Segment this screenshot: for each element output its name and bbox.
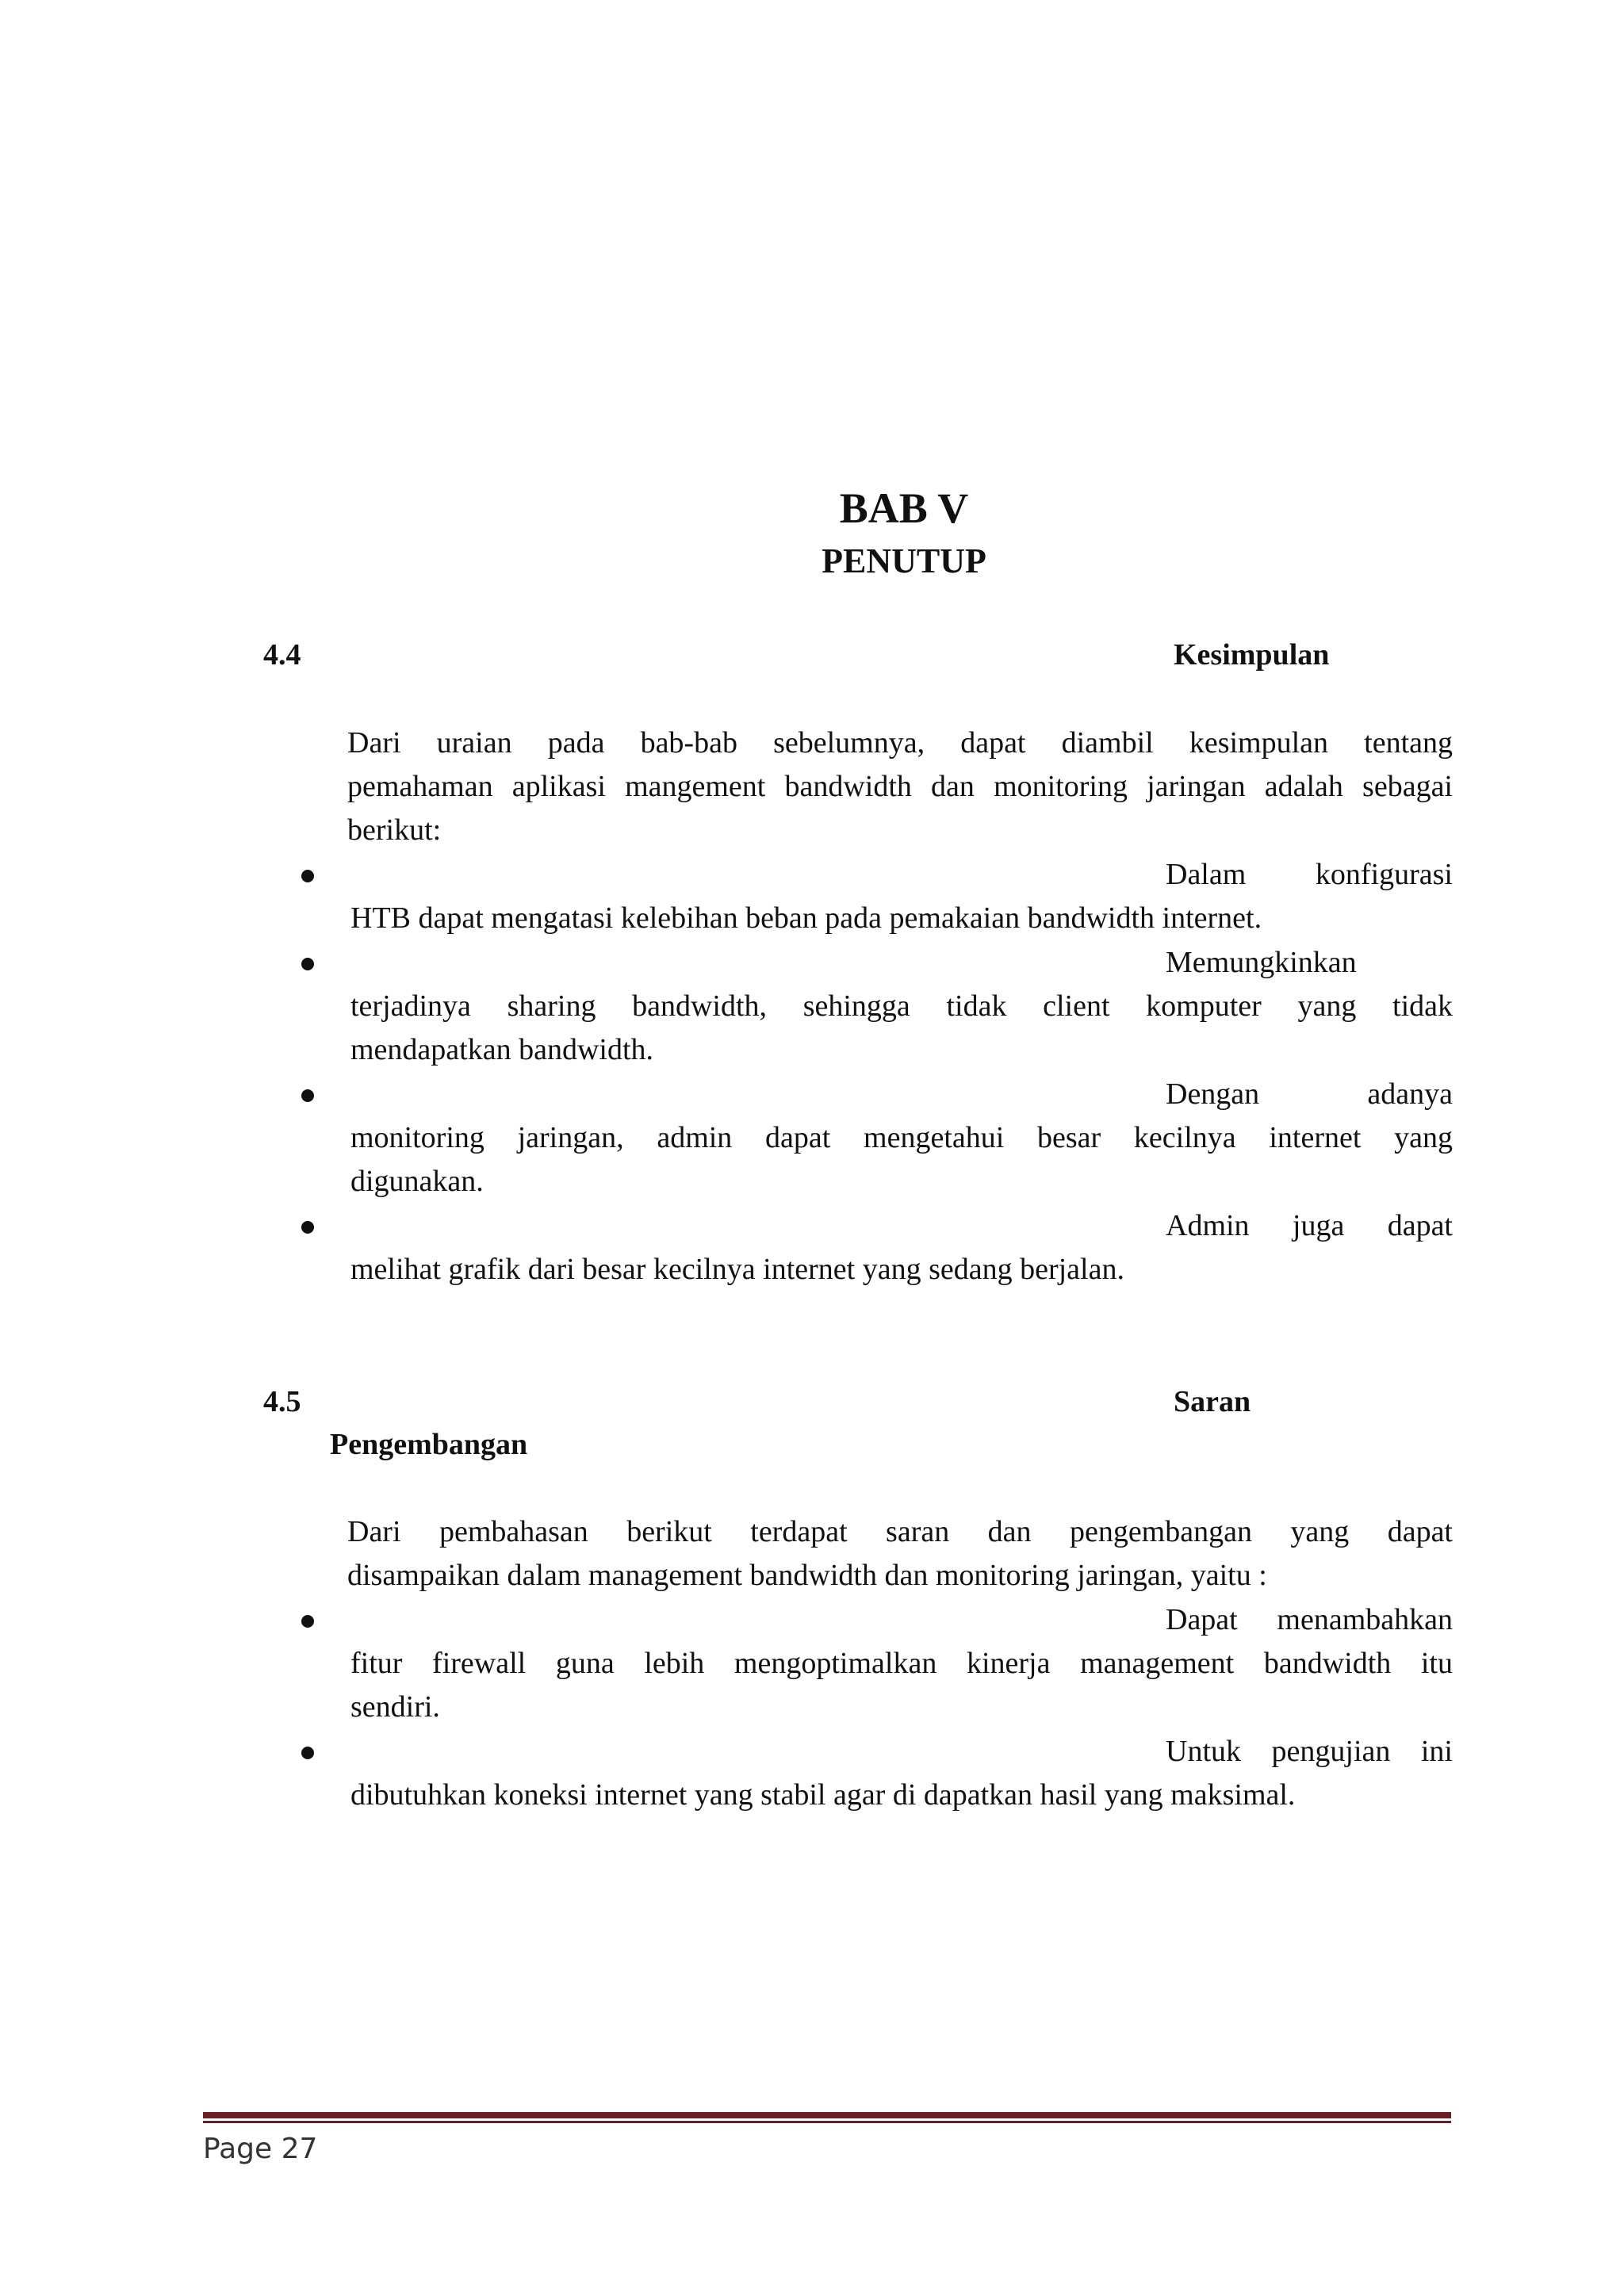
bullet-text-line: HTB dapat mengatasi kelebihan beban pada pemakaian bandwidth internet. [350, 901, 1262, 935]
bullet-text-line: digunakan. [350, 1165, 484, 1198]
paragraph-line: Dari pembahasan berikut terdapat saran dan pengembangan yang dapat [347, 1515, 1453, 1548]
section-number: 4.4 [263, 638, 301, 672]
bullet-marker [301, 958, 314, 970]
chapter-title: BAB V [839, 484, 969, 532]
bullet-marker [301, 1747, 314, 1759]
page-number: Page 27 [203, 2133, 318, 2165]
bullet-text-line: sendiri. [350, 1690, 440, 1724]
paragraph-line: berikut: [347, 813, 442, 847]
section-number: 4.5 [263, 1385, 301, 1418]
bullet-marker [301, 1089, 314, 1102]
section-title: Kesimpulan [1174, 638, 1330, 672]
section-title: Saran [1174, 1385, 1251, 1418]
footer-rule-thin [203, 2121, 1451, 2123]
bullet-first-line: Dalam konfigurasi [1166, 858, 1453, 891]
footer-rule [203, 2112, 1451, 2118]
bullet-marker [301, 1221, 314, 1234]
bullet-text-line: melihat grafik dari besar kecilnya internet yang sedang berjalan. [350, 1253, 1124, 1286]
bullet-first-line: Dengan adanya [1166, 1077, 1453, 1111]
bullet-text-line: fitur firewall guna lebih mengoptimalkan kinerja management bandwidth itu [350, 1647, 1453, 1680]
bullet-text-line: dibutuhkan koneksi internet yang stabil agar di dapatkan hasil yang maksimal. [350, 1778, 1296, 1812]
bullet-text-line: terjadinya sharing bandwidth, sehingga tidak client komputer yang tidak [350, 989, 1453, 1023]
bullet-first-line: Untuk pengujian ini [1166, 1735, 1453, 1768]
bullet-first-line: Memungkinkan [1166, 946, 1357, 979]
bullet-first-line: Dapat menambahkan [1166, 1603, 1453, 1636]
bullet-first-line: Admin juga dapat [1166, 1209, 1453, 1242]
paragraph-line: pemahaman aplikasi mangement bandwidth dan monitoring jaringan adalah sebagai [347, 770, 1453, 803]
bullet-marker [301, 1615, 314, 1628]
section-title-continued: Pengembangan [330, 1428, 528, 1461]
paragraph-line: Dari uraian pada bab-bab sebelumnya, dapat diambil kesimpulan tentang [347, 726, 1453, 760]
bullet-text-line: mendapatkan bandwidth. [350, 1033, 654, 1066]
bullet-marker [301, 870, 314, 882]
bullet-text-line: monitoring jaringan, admin dapat mengetahui besar kecilnya internet yang [350, 1121, 1453, 1154]
chapter-subtitle: PENUTUP [822, 541, 986, 580]
paragraph-line: disampaikan dalam management bandwidth dan monitoring jaringan, yaitu : [347, 1559, 1267, 1592]
